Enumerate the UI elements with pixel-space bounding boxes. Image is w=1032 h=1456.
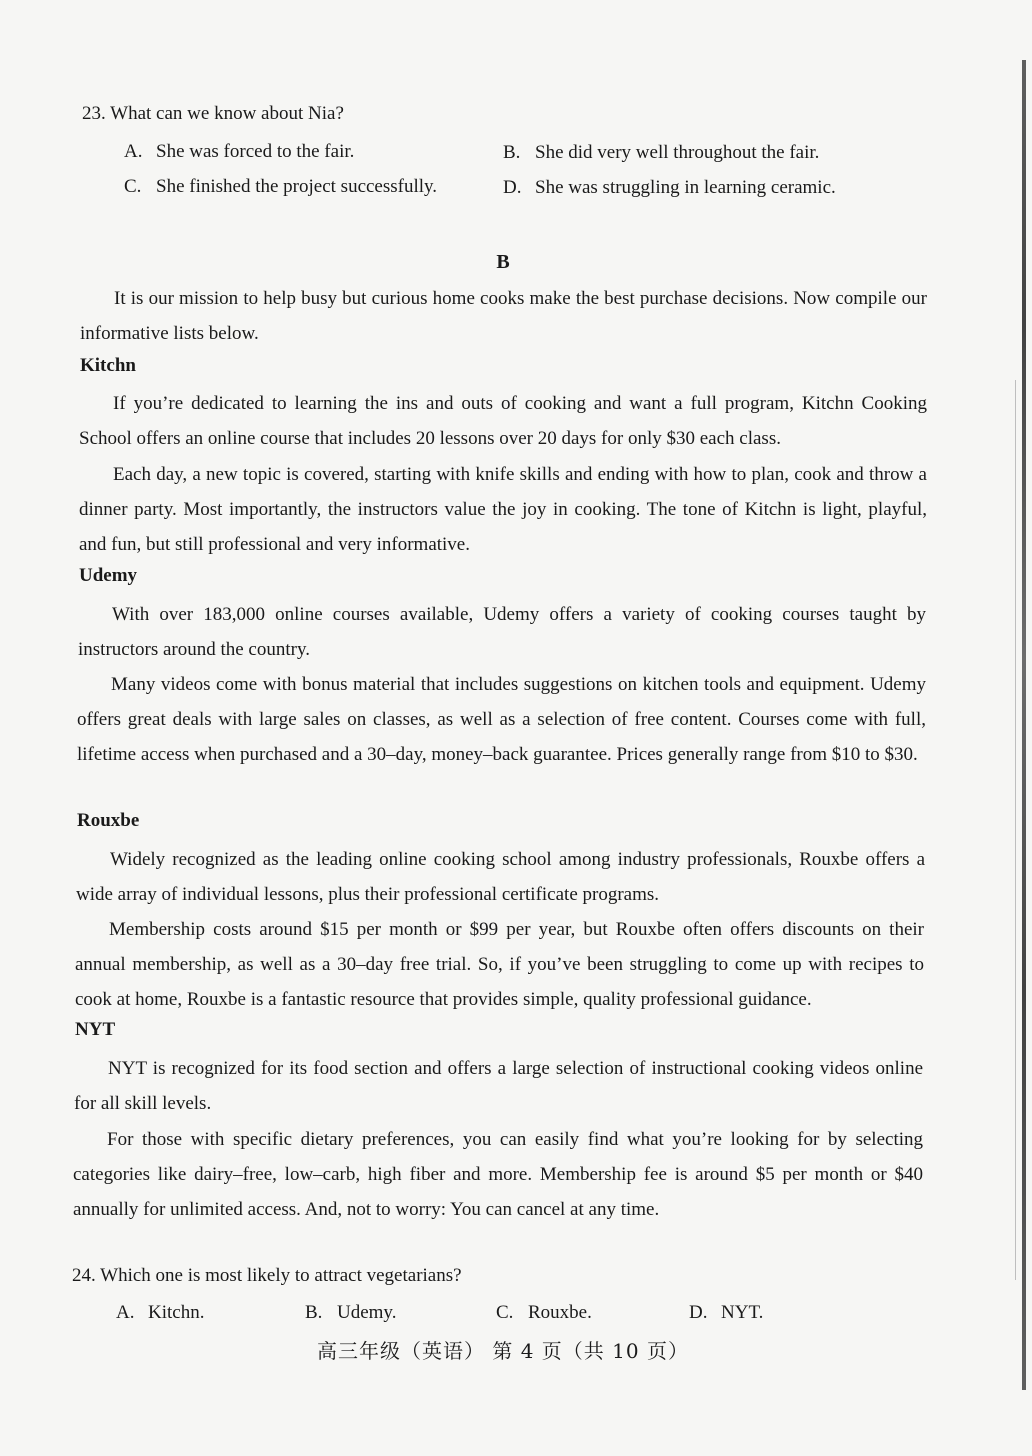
heading-udemy: Udemy [79, 565, 138, 586]
question-23: 23. What can we know about Nia? [82, 103, 344, 124]
option-letter: C. [496, 1302, 514, 1323]
option-text: She was struggling in learning ceramic. [535, 177, 836, 198]
q24-option-a [116, 1302, 204, 1324]
intro-paragraph: It is our mission to help busy but curious home cooks make the best purchase decisions. Now compile our informative lists below. [80, 288, 927, 344]
option-letter: B. [503, 142, 521, 163]
option-text: NYT. [721, 1302, 764, 1323]
q23-option-c [124, 176, 437, 198]
heading-rouxbe: Rouxbe [77, 810, 140, 831]
option-text: She was forced to the fair. [156, 141, 355, 162]
udemy-paragraph-2: Many videos come with bonus material that includes suggestions on kitchen tools and equipment. Udemy offers great deals with large sales on classes, as well as a selection of free content. Courses come with full, lifetime access when purchased and a 30–day, money–back guarantee. Prices generally range from $10 to $30. [77, 674, 926, 765]
option-text: Rouxbe. [528, 1302, 592, 1323]
scan-edge-line [1015, 380, 1016, 1280]
question-24: 24. Which one is most likely to attract vegetarians? [72, 1265, 462, 1286]
nyt-paragraph-2: For those with specific dietary preferences, you can easily find what you’re looking for by selecting categories like dairy–free, low–carb, high fiber and more. Membership fee is around $5 per month or $40 annually for unlimited access. And, not to worry: You can cancel at any time. [73, 1129, 923, 1220]
option-letter: D. [503, 177, 522, 198]
q23-option-d [503, 177, 836, 199]
option-letter: B. [305, 1302, 323, 1323]
heading-nyt: NYT [75, 1019, 116, 1040]
option-letter: C. [124, 176, 142, 197]
rouxbe-paragraph-1: Widely recognized as the leading online cooking school among industry professionals, Rouxbe offers a wide array of individual lessons, plus their professional certificate programs. [76, 849, 925, 905]
page-footer: 高三年级（英语） 第 4 页（共 10 页） [317, 1339, 689, 1363]
q23-option-a [124, 141, 354, 163]
q24-option-b [305, 1302, 396, 1324]
option-letter: A. [116, 1302, 135, 1323]
rouxbe-paragraph-2: Membership costs around $15 per month or $99 per year, but Rouxbe often offers discounts on their annual membership, as well as a 30–day free trial. So, if you’ve been struggling to come up with recipes to cook at home, Rouxbe is a fantastic resource that provides simple, quality professional guidance. [75, 919, 924, 1010]
q24-option-c [496, 1302, 592, 1324]
kitchn-paragraph-2: Each day, a new topic is covered, starting with knife skills and ending with how to plan, cook and throw a dinner party. Most importantly, the instructors value the joy in cooking. The tone of Kitchn is light, playful, and fun, but still professional and very informative. [79, 464, 927, 555]
q24-option-d [689, 1302, 763, 1324]
option-letter: A. [124, 141, 143, 162]
option-text: She finished the project successfully. [156, 176, 438, 197]
scan-edge-shadow [1022, 60, 1026, 1390]
option-text: Kitchn. [148, 1302, 205, 1323]
udemy-paragraph-1: With over 183,000 online courses available, Udemy offers a variety of cooking courses taught by instructors around the country. [78, 604, 926, 660]
nyt-paragraph-1: NYT is recognized for its food section and offers a large selection of instructional cooking videos online for all skill levels. [74, 1058, 923, 1114]
q23-option-b [503, 142, 819, 164]
option-letter: D. [689, 1302, 708, 1323]
option-text: Udemy. [337, 1302, 397, 1323]
option-text: She did very well throughout the fair. [535, 142, 820, 163]
kitchn-paragraph-1: If you’re dedicated to learning the ins and outs of cooking and want a full program, Kitchn Cooking School offers an online course that includes 20 lessons over 20 days for only $30 each class. [79, 393, 927, 449]
section-title: B [496, 251, 510, 273]
heading-kitchn: Kitchn [80, 355, 136, 376]
